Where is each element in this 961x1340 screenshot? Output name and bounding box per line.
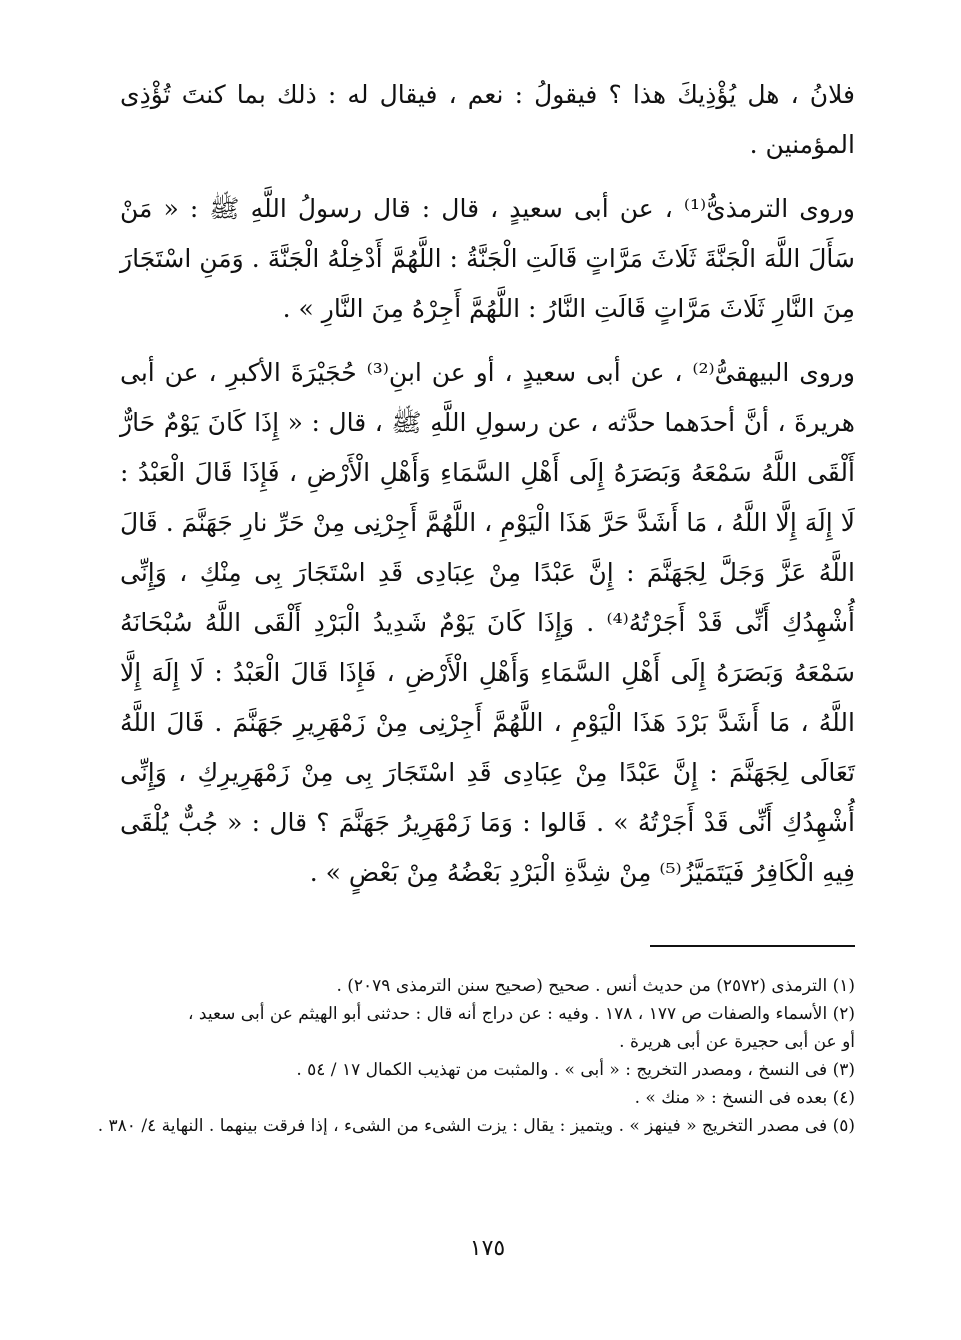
footnote-5: (٥) فى مصدر التخريج « فينهز » . ويتميز : يقال : يزت الشىء من الشىء ، إذا فرقت بينهما . النهاية ٤/ ٣٨٠ . bbox=[97, 1116, 855, 1136]
footnote-1: (١) الترمذى (٢٥٧٢) من حديث أنس . صحيح (صحيح سنن الترمذى ٢٠٧٩) . bbox=[336, 976, 855, 996]
footnote-2: (٢) الأسماء والصفات ص ١٧٧ ، ١٧٨ . وفيه : عن دراج أنه قال : حدثنى أبو الهيثم عن أبى سعيد ، bbox=[188, 1004, 855, 1024]
footnote-4: (٤) بعده فى النسخ : « منك » . bbox=[634, 1088, 855, 1108]
footnote-separator bbox=[650, 945, 855, 947]
book-page bbox=[97, 70, 856, 1300]
page-number: ١٧٥ bbox=[469, 1236, 506, 1261]
footnote-3: (٣) فى النسخ ، ومصدر التخريج : « أبى » . والمثبت من تهذيب الكمال ١٧ / ٥٤ . bbox=[296, 1060, 855, 1080]
footnote-2-continuation: أو عن أبى حجيرة عن أبى هريرة . bbox=[619, 1032, 855, 1052]
paragraph-tirmidhi-hadith: وروى الترمذىُّ⁽¹⁾ ، عن أبى سعيدٍ ، قال : قال رسولُ اللَّهِ ﷺ : « مَنْ سَأَلَ اللَّهَ الْجَنَّةَ ثَلَاثَ مَرَّاتٍ قَالَتِ الْجَنَّةُ : اللَّهُمَّ أَدْخِلْهُ الْجَنَّةَ . وَمَنِ اسْتَجَارَ مِنَ النَّارِ ثَلَاثَ مَرَّاتٍ قَالَتِ النَّارُ : اللَّهُمَّ أَجِرْهُ مِنَ النَّارِ » . bbox=[120, 194, 856, 323]
main-text bbox=[120, 70, 855, 912]
footnotes bbox=[97, 972, 855, 1140]
paragraph-continuation: فلانُ ، هل يُؤْذِيكَ هذا ؟ فيقولُ : نعم ، فيقال له : ذلك بما كنتَ تُؤْذِى المؤمنين . bbox=[120, 80, 855, 159]
paragraph-bayhaqi-hadith: وروى البيهقىُّ⁽²⁾ ، عن أبى سعيدٍ ، أو عن ابنِ⁽³⁾ حُجَيْرَةَ الأكبرِ ، عن أبى هريرةَ ، أنَّ أحدَهما حدَّثه ، عن رسولِ اللَّهِ ﷺ ، قال : « إِذَا كَانَ يَوْمٌ حَارٌّ أَلْقَى اللَّهُ سَمْعَهُ وَبَصَرَهُ إِلَى أَهْلِ السَّمَاءِ وَأَهْلِ الْأَرْضِ ، فَإِذَا قَالَ الْعَبْدُ : لَا إِلَهَ إِلَّا اللَّهُ ، مَا أَشَدَّ حَرَّ هَذَا الْيَوْمِ ، اللَّهُمَّ أَجِرْنِى مِنْ حَرِّ نارِ جَهَنَّمَ . قَالَ اللَّهُ عَزَّ وَجَلَّ لِجَهَنَّمَ : إِنَّ عَبْدًا مِنْ عِبَادِى قَدِ اسْتَجَارَ بِى مِنْكِ ، وَإِنِّى أُشْهِدُكِ أَنِّى قَدْ أَجَرْتُهُ⁽⁴⁾ . وَإِذَا كَانَ يَوْمٌ شَدِيدُ الْبَرْدِ أَلْقَى اللَّهُ سُبْحَانَهُ سَمْعَهُ وَبَصَرَهُ إِلَى أَهْلِ السَّمَاءِ وَأَهْلِ الْأَرْضِ ، فَإِذَا قَالَ الْعَبْدُ : لَا إِلَهَ إِلَّا اللَّهُ ، مَا أَشَدَّ بَرْدَ هَذَا الْيَوْمِ ، اللَّهُمَّ أَجِرْنِى مِنْ زَمْهَرِيرِ جَهَنَّمَ . قَالَ اللَّهُ تَعَالَى لِجَهَنَّمَ : إِنَّ عَبْدًا مِنْ عِبَادِى قَدِ اسْتَجَارَ بِى مِنْ زَمْهَرِيرِكِ ، وَإِنِّى أُشْهِدُكِ أَنِّى قَدْ أَجَرْتُهُ » . قَالوا : وَمَا زَمْهَرِيرُ جَهَنَّمَ ؟ قال : « جُبٌّ يُلْقَى فِيهِ الْكَافِرُ فَيَتَمَيَّزُ⁽⁵⁾ مِنْ شِدَّةِ الْبَرْدِ بَعْضُهُ مِنْ بَعْضٍ » . bbox=[120, 358, 855, 887]
